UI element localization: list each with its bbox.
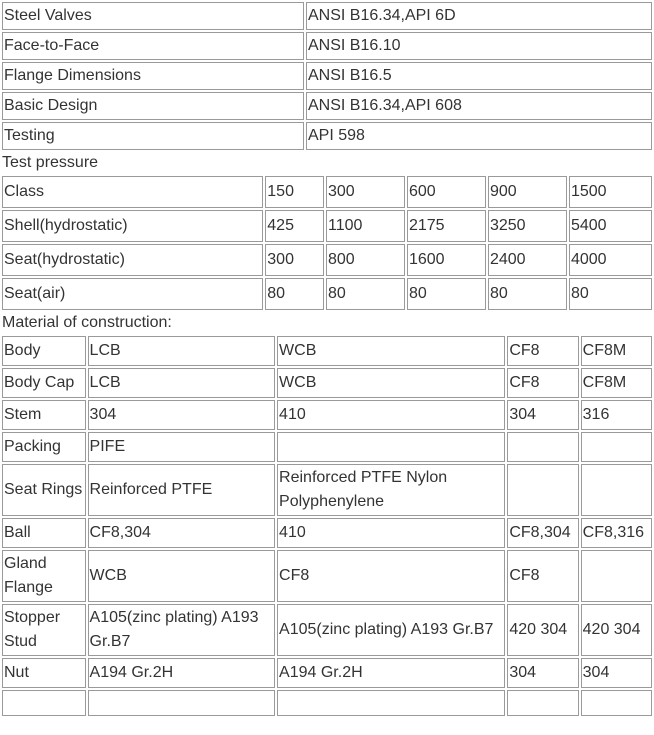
table-row bbox=[2, 32, 652, 60]
table-cell bbox=[581, 690, 652, 716]
table-cell: CF8 bbox=[507, 336, 578, 366]
table-row bbox=[2, 400, 652, 430]
table-cell: CF8 bbox=[507, 550, 578, 602]
table-cell: 3250 bbox=[488, 210, 567, 242]
table-cell: 80 bbox=[488, 278, 567, 310]
table-cell: 800 bbox=[326, 244, 405, 276]
standard-label: Flange Dimensions bbox=[2, 62, 304, 90]
table-row bbox=[2, 2, 652, 30]
table-cell bbox=[507, 690, 578, 716]
table-cell: 80 bbox=[407, 278, 486, 310]
table-cell bbox=[581, 432, 652, 462]
table-row bbox=[2, 550, 652, 602]
pressure-row-label: Class bbox=[2, 176, 263, 208]
table-cell: Reinforced PTFE Nylon Polyphenylene bbox=[277, 464, 505, 516]
table-row bbox=[2, 368, 652, 398]
standard-label: Face-to-Face bbox=[2, 32, 304, 60]
table-cell: A194 Gr.2H bbox=[277, 658, 505, 688]
table-cell: 2175 bbox=[407, 210, 486, 242]
material-title: Material of construction: bbox=[2, 314, 172, 331]
table-cell: 150 bbox=[265, 176, 324, 208]
table-cell: CF8 bbox=[507, 368, 578, 398]
table-cell: Reinforced PTFE bbox=[88, 464, 276, 516]
material-part-label: Gland Flange bbox=[2, 550, 86, 602]
table-cell: LCB bbox=[88, 336, 276, 366]
table-cell: 2400 bbox=[488, 244, 567, 276]
material-table bbox=[0, 334, 654, 718]
table-cell: 1600 bbox=[407, 244, 486, 276]
table-row bbox=[2, 122, 652, 150]
table-cell: 304 bbox=[88, 400, 276, 430]
table-cell: 300 bbox=[265, 244, 324, 276]
standard-label: Testing bbox=[2, 122, 304, 150]
table-cell: PIFE bbox=[88, 432, 276, 462]
table-cell: CF8,304 bbox=[88, 518, 276, 548]
table-cell: LCB bbox=[88, 368, 276, 398]
table-cell: 410 bbox=[277, 518, 505, 548]
table-cell: 410 bbox=[277, 400, 505, 430]
table-cell: 425 bbox=[265, 210, 324, 242]
table-row bbox=[2, 658, 652, 688]
material-part-label: Seat Rings bbox=[2, 464, 86, 516]
table-row bbox=[2, 336, 652, 366]
table-cell: 304 bbox=[507, 400, 578, 430]
material-part-label: Body bbox=[2, 336, 86, 366]
pressure-row-label: Shell(hydrostatic) bbox=[2, 210, 263, 242]
table-cell: 4000 bbox=[569, 244, 652, 276]
table-cell: 304 bbox=[581, 658, 652, 688]
table-cell: 1500 bbox=[569, 176, 652, 208]
table-row bbox=[2, 210, 652, 242]
table-row bbox=[2, 690, 652, 716]
pressure-row-label: Seat(hydrostatic) bbox=[2, 244, 263, 276]
table-cell: 600 bbox=[407, 176, 486, 208]
standard-label: Steel Valves bbox=[2, 2, 304, 30]
table-cell: 316 bbox=[581, 400, 652, 430]
material-part-label: Ball bbox=[2, 518, 86, 548]
table-cell: A105(zinc plating) A193 Gr.B7 bbox=[88, 604, 276, 656]
table-row bbox=[2, 518, 652, 548]
material-part-label: Nut bbox=[2, 658, 86, 688]
table-cell: CF8M bbox=[581, 368, 652, 398]
table-row bbox=[2, 92, 652, 120]
material-part-label: Stem bbox=[2, 400, 86, 430]
table-cell: 304 bbox=[507, 658, 578, 688]
table-cell: 80 bbox=[326, 278, 405, 310]
table-cell: 80 bbox=[569, 278, 652, 310]
table-cell: 420 304 bbox=[507, 604, 578, 656]
table-cell: 420 304 bbox=[581, 604, 652, 656]
table-cell: 5400 bbox=[569, 210, 652, 242]
standard-label: Basic Design bbox=[2, 92, 304, 120]
table-cell: 300 bbox=[326, 176, 405, 208]
table-cell bbox=[581, 464, 652, 516]
standard-value: ANSI B16.10 bbox=[306, 32, 652, 60]
table-cell: CF8M bbox=[581, 336, 652, 366]
material-part-label: Body Cap bbox=[2, 368, 86, 398]
table-cell bbox=[277, 432, 505, 462]
table-cell: CF8,316 bbox=[581, 518, 652, 548]
table-cell bbox=[507, 432, 578, 462]
table-cell: WCB bbox=[88, 550, 276, 602]
table-cell: CF8 bbox=[277, 550, 505, 602]
test-pressure-title: Test pressure bbox=[2, 154, 99, 171]
pressure-row-label: Seat(air) bbox=[2, 278, 263, 310]
standard-value: ANSI B16.34,API 6D bbox=[306, 2, 652, 30]
table-cell: 1100 bbox=[326, 210, 405, 242]
table-cell bbox=[507, 464, 578, 516]
table-cell: WCB bbox=[277, 368, 505, 398]
table-row bbox=[2, 604, 652, 656]
standards-table bbox=[0, 0, 654, 152]
standard-value: ANSI B16.34,API 608 bbox=[306, 92, 652, 120]
table-cell: 80 bbox=[265, 278, 324, 310]
table-row bbox=[2, 432, 652, 462]
table-cell bbox=[277, 690, 505, 716]
table-cell: WCB bbox=[277, 336, 505, 366]
standard-value: API 598 bbox=[306, 122, 652, 150]
standard-value: ANSI B16.5 bbox=[306, 62, 652, 90]
table-cell: CF8,304 bbox=[507, 518, 578, 548]
table-cell bbox=[581, 550, 652, 602]
table-cell: A194 Gr.2H bbox=[88, 658, 276, 688]
material-part-label bbox=[2, 690, 86, 716]
table-cell: A105(zinc plating) A193 Gr.B7 bbox=[277, 604, 505, 656]
table-row bbox=[2, 244, 652, 276]
test-pressure-table bbox=[0, 174, 654, 312]
table-cell bbox=[88, 690, 276, 716]
table-row bbox=[2, 278, 652, 310]
table-row bbox=[2, 176, 652, 208]
table-row bbox=[2, 62, 652, 90]
material-part-label: Stopper Stud bbox=[2, 604, 86, 656]
table-cell: 900 bbox=[488, 176, 567, 208]
table-row bbox=[2, 464, 652, 516]
material-part-label: Packing bbox=[2, 432, 86, 462]
